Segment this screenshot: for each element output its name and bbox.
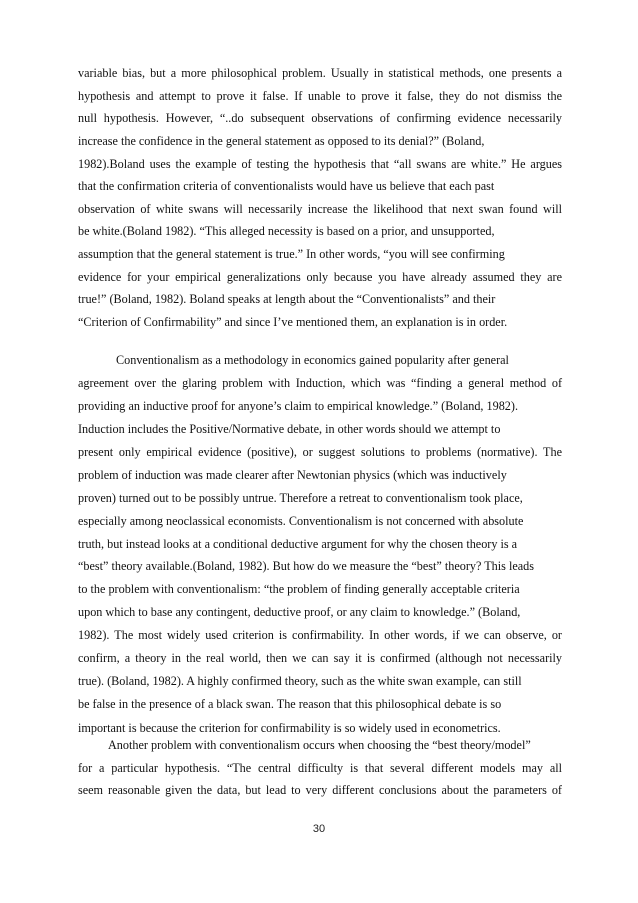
p1-line-3: null hypothesis. However, “..do subsequent observations of confirming evidence necessarily [78, 111, 562, 125]
p2-line-8: especially among neoclassical economists. Conventionalism is not concerned with absolute [78, 514, 524, 528]
p2-line-2: agreement over the glaring problem with Induction, which was “finding a general method of [78, 376, 562, 390]
p2-line-3: providing an inductive proof for anyone’s claim to empirical knowledge.” (Boland, 1982). [78, 399, 518, 413]
p1-line-4: increase the confidence in the general statement as opposed to its denial?” (Boland, [78, 134, 485, 148]
p1-line-6: that the confirmation criteria of conventionalists would have us believe that each past [78, 179, 495, 193]
p1-line-7: observation of white swans will necessarily increase the likelihood that next swan found will [78, 202, 562, 216]
p3-line-3: seem reasonable given the data, but lead to very different conclusions about the parameters of [78, 783, 562, 797]
p1-line-10: evidence for your empirical generalizations only because you have already assumed they are [78, 270, 562, 284]
p2-line-6: problem of induction was made clearer after Newtonian physics (which was inductively [78, 468, 507, 482]
p2-line-1: Conventionalism as a methodology in economics gained popularity after general [116, 353, 509, 367]
p2-line-9: truth, but instead looks at a conditional deductive argument for why the chosen theory is a [78, 537, 518, 551]
p2-line-16: be false in the presence of a black swan. The reason that this philosophical debate is so [78, 697, 502, 711]
p2-line-14: confirm, a theory in the real world, then we can say it is confirmed (although not necessarily [78, 651, 562, 665]
p3-line-2: for a particular hypothesis. “The central difficulty is that several different models may all [78, 761, 562, 775]
p2-line-13: 1982). The most widely used criterion is confirmability. In other words, if we can observe, or [78, 628, 562, 642]
p1-line-11: true!” (Boland, 1982). Boland speaks at length about the “Conventionalists” and their [78, 292, 496, 306]
p1-line-1: variable bias, but a more philosophical problem. Usually in statistical methods, one presents a [78, 66, 562, 80]
p2-line-10: “best” theory available.(Boland, 1982). But how do we measure the “best” theory? This leads [78, 559, 534, 573]
p2-line-15: true). (Boland, 1982). A highly confirmed theory, such as the white swan example, can still [78, 674, 522, 688]
p2-line-17: important is because the criterion for confirmability is so widely used in econometrics. [78, 721, 501, 735]
p1-line-2: hypothesis and attempt to prove it false. If unable to prove it false, they do not dismiss the [78, 89, 562, 103]
p3-line-1: Another problem with conventionalism occurs when choosing the “best theory/model” [108, 738, 531, 752]
p1-line-8: be white.(Boland 1982). “This alleged necessity is based on a prior, and unsupported, [78, 224, 495, 238]
p2-line-12: upon which to base any contingent, deductive proof, or any claim to knowledge.” (Boland, [78, 605, 521, 619]
p1-line-12: “Criterion of Confirmability” and since I’ve mentioned them, an explanation is in order. [78, 315, 508, 329]
p2-line-11: to the problem with conventionalism: “the problem of finding generally acceptable criteria [78, 582, 520, 596]
p1-line-9: assumption that the general statement is true.” In other words, “you will see confirming [78, 247, 505, 261]
p2-line-4: Induction includes the Positive/Normative debate, in other words should we attempt to [78, 422, 501, 436]
page-number: 30 [312, 823, 326, 835]
p2-line-5: present only empirical evidence (positive), or suggest solutions to problems (normative). The [78, 445, 562, 459]
p1-line-5: 1982).Boland uses the example of testing the hypothesis that “all swans are white.” He argues [78, 157, 562, 171]
p2-line-7: proven) turned out to be possibly untrue. Therefore a retreat to conventionalism took place, [78, 491, 523, 505]
